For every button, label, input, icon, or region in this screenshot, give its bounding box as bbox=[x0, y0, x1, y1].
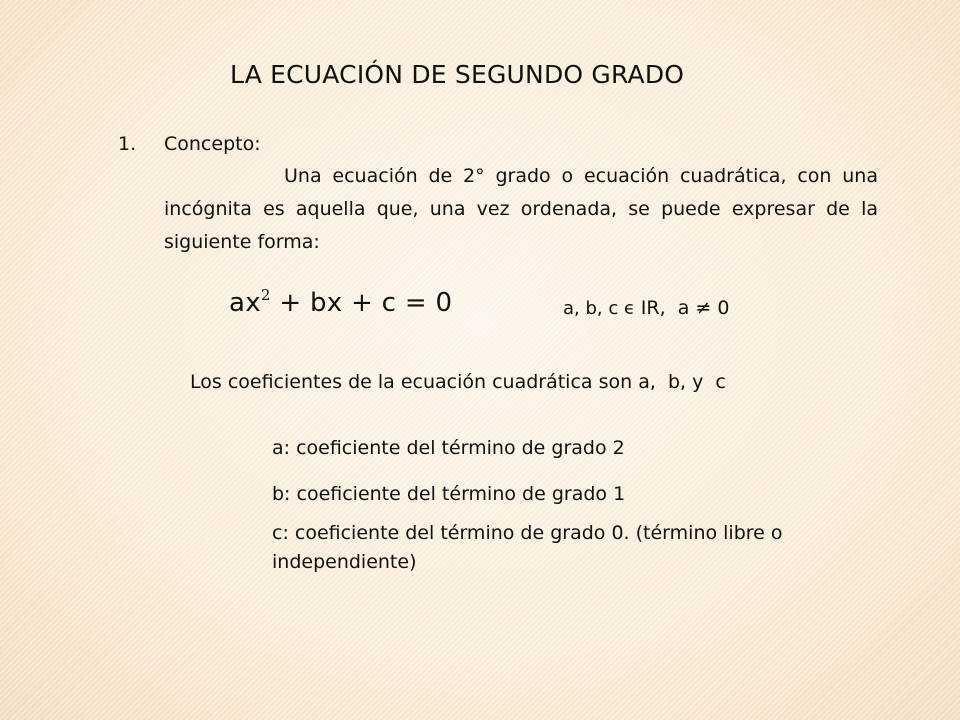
slide-title: LA ECUACIÓN DE SEGUNDO GRADO bbox=[230, 60, 685, 89]
equation-rhs: + bx + c = 0 bbox=[270, 288, 453, 318]
coefficient-c: c: coeficiente del término de grado 0. (término libre o independiente) bbox=[272, 522, 783, 573]
condition-domain: IR, a ≠ 0 bbox=[640, 297, 730, 319]
section-heading: Concepto: bbox=[164, 133, 261, 155]
concept-definition: Una ecuación de 2° grado o ecuación cuadrática, con una incógnita es aquella que, una vez ordenada, se puede expresar de la siguiente forma: bbox=[164, 165, 878, 253]
coefficient-a: a: coeficiente del término de grado 2 bbox=[272, 437, 625, 459]
equation-exponent: 2 bbox=[260, 286, 271, 304]
coefficients-list bbox=[272, 435, 832, 597]
equation-condition bbox=[563, 297, 729, 319]
equation-lhs-base: ax bbox=[229, 288, 261, 318]
condition-variables: a, b, c ϵ bbox=[563, 298, 641, 319]
coefficients-intro: Los coeficientes de la ecuación cuadrática son a, b, y c bbox=[190, 371, 726, 393]
concept-heading-row bbox=[118, 130, 878, 158]
section-number: 1. bbox=[118, 133, 137, 155]
coefficient-b: b: coeficiente del término de grado 1 bbox=[272, 483, 626, 505]
quadratic-equation bbox=[229, 286, 452, 318]
concept-section bbox=[118, 130, 878, 158]
